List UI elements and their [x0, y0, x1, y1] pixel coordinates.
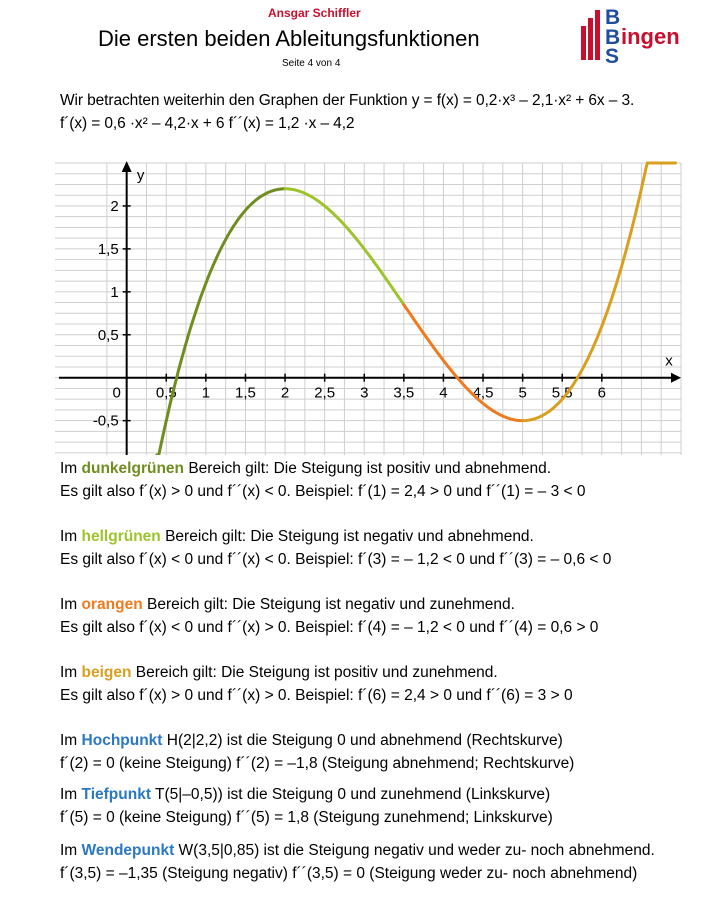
section-description: Bereich gilt: Die Steigung ist negativ und zunehmend. [142, 596, 515, 613]
point-derivatives: f´(5) = 0 (keine Steigung) f´´(5) = 1,8 (Steigung zunehmend; Linkskurve) [60, 809, 553, 826]
point-line-2 [60, 863, 637, 885]
point-description: H(2|2,2) ist die Steigung 0 und abnehmend (Rechtskurve) [162, 732, 563, 749]
x-tick-label: 5 [518, 384, 527, 402]
x-tick-label: 0,5 [155, 384, 177, 402]
section-example: Es gilt also f´(x) > 0 und f´´(x) < 0. Beispiel: f´(1) = 2,4 > 0 und f´´(1) = – 3 < 0 [60, 483, 586, 500]
x-tick-label: 4 [439, 384, 448, 402]
section-keyword: orangen [81, 596, 143, 613]
section-prefix: Im [60, 460, 82, 477]
page-title: Die ersten beiden Ableitungsfunktionen [98, 26, 480, 51]
logo-bar-1 [581, 26, 586, 60]
bbs-bingen-logo [578, 4, 698, 66]
x-axis-label: x [665, 352, 673, 370]
intro-line-1: Wir betrachten weiterhin den Graphen der Funktion y = f(x) = 0,2·x³ – 2,1·x² + 6x – 3. [60, 92, 635, 109]
section-prefix: Im [60, 596, 82, 613]
logo-text-ingen: ingen [621, 24, 680, 49]
section-prefix: Im [60, 664, 82, 681]
section-keyword: dunkelgrünen [81, 460, 185, 477]
x-tick-label: 2,5 [314, 384, 336, 402]
point-keyword: Tiefpunkt [81, 786, 151, 803]
section-description: Bereich gilt: Die Steigung ist negativ und abnehmend. [160, 528, 534, 545]
page-number: Seite 4 von 4 [282, 58, 341, 69]
section-line-1 [60, 662, 498, 684]
section-line-2 [60, 617, 598, 639]
point-description: W(3,5|0,85) ist die Steigung negativ und weder zu- noch abnehmend. [174, 842, 655, 859]
point-derivatives: f´(2) = 0 (keine Steigung) f´´(2) = –1,8 (Steigung abnehmend; Rechtskurve) [60, 755, 575, 772]
point-line-2 [60, 807, 553, 829]
section-line-2 [60, 685, 573, 707]
x-tick-label: 4,5 [472, 384, 494, 402]
point-line-1 [60, 784, 550, 806]
point-prefix: Im [60, 732, 82, 749]
point-line-2 [60, 753, 574, 775]
x-axis-arrow [671, 373, 681, 383]
x-tick-label: 2 [280, 384, 290, 402]
section-line-1 [60, 594, 515, 616]
section-line-2 [60, 481, 586, 503]
point-description: T(5|–0,5)) ist die Steigung 0 und zunehmend (Linkskurve) [151, 786, 551, 803]
section-description: Bereich gilt: Die Steigung ist positiv und abnehmend. [184, 460, 552, 477]
x-tick-label: 5,5 [551, 384, 573, 402]
curve-dunkelgruen-start [157, 421, 167, 455]
section-line-2 [60, 549, 611, 571]
y-tick-label: 2 [110, 197, 119, 215]
logo-bar-2 [588, 18, 593, 60]
point-keyword: Wendepunkt [81, 842, 175, 859]
logo-letter-s: S [605, 45, 620, 66]
x-tick-label: 6 [597, 384, 606, 402]
y-tick-label: 1,5 [97, 240, 119, 258]
point-keyword: Hochpunkt [81, 732, 163, 749]
section-line-1 [60, 458, 551, 480]
y-tick-label: -0,5 [92, 412, 119, 430]
x-tick-label: 3 [360, 384, 369, 402]
section-line-1 [60, 526, 534, 548]
y-axis-label: y [136, 167, 145, 184]
section-keyword: beigen [81, 664, 132, 681]
point-line-1 [60, 840, 655, 862]
x-tick-label: 0 [112, 384, 121, 402]
section-prefix: Im [60, 528, 82, 545]
x-tick-label: 3,5 [393, 384, 415, 402]
intro-line-2: f´(x) = 0,6 ·x² – 4,2·x + 6 f´´(x) = 1,2 ·x – 4,2 [60, 115, 355, 132]
author-name: Ansgar Schiffler [268, 6, 361, 20]
function-graph [55, 155, 685, 455]
section-example: Es gilt also f´(x) > 0 und f´´(x) > 0. Beispiel: f´(6) = 2,4 > 0 und f´´(6) = 3 > 0 [60, 687, 573, 704]
x-tick-label: 1 [201, 384, 211, 402]
section-example: Es gilt also f´(x) < 0 und f´´(x) > 0. Beispiel: f´(4) = – 1,2 < 0 und f´´(4) = 0,6 > 0 [60, 619, 599, 636]
x-tick-label: 1,5 [235, 384, 256, 402]
point-prefix: Im [60, 786, 82, 803]
point-derivatives: f´(3,5) = –1,35 (Steigung negativ) f´´(3,5) = 0 (Steigung weder zu- noch abnehmend) [60, 865, 638, 882]
y-tick-label: 1 [110, 283, 119, 301]
point-prefix: Im [60, 842, 82, 859]
logo-bar-3 [595, 10, 600, 60]
y-tick-label: 0,5 [97, 326, 119, 344]
section-description: Bereich gilt: Die Steigung ist positiv und zunehmend. [131, 664, 498, 681]
point-line-1 [60, 730, 563, 752]
logo-letter-b2: B [605, 26, 621, 49]
logo-letter-b1: B [605, 6, 621, 29]
section-example: Es gilt also f´(x) < 0 und f´´(x) < 0. Beispiel: f´(3) = – 1,2 < 0 und f´´(3) = – 0,6 < 0 [60, 551, 612, 568]
section-keyword: hellgrünen [81, 528, 161, 545]
